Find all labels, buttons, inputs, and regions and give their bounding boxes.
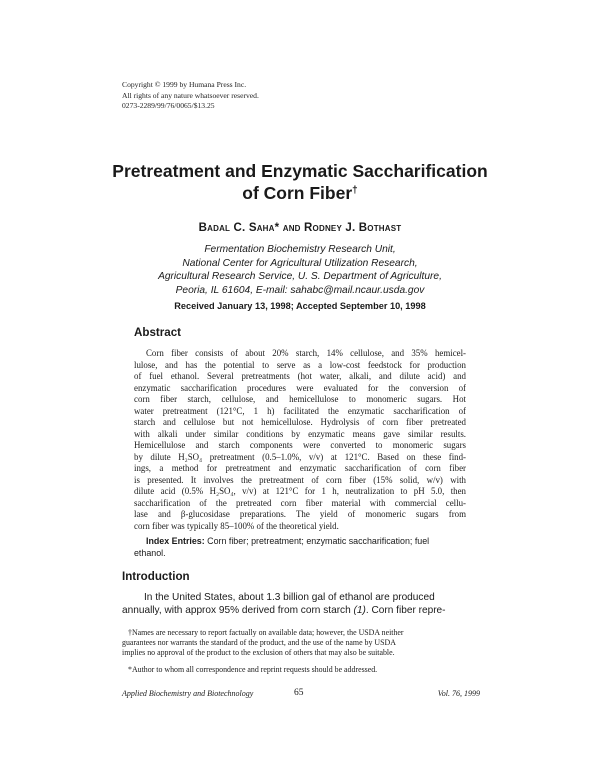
abstract-line: saccharification of the pretreated corn fiber material with commercial cellu-: [134, 497, 466, 508]
footnotes: [122, 628, 480, 675]
abstract-line: corn fiber starch, cellulose, and hemicellulose to monomeric sugars. Hot: [134, 394, 466, 404]
affiliation-line-3: Agricultural Research Service, U. S. Department of Agriculture,: [158, 271, 442, 283]
abstract-heading: Abstract: [134, 326, 182, 339]
received-dates: Received January 13, 1998; Accepted September 10, 1998: [174, 301, 426, 311]
affiliation-line-4: Peoria, IL 61604, E-mail: sahabc@mail.ncaur.usda.gov: [175, 284, 425, 296]
affiliation-line-1: Fermentation Biochemistry Research Unit,: [204, 244, 396, 255]
abstract-line: lulose, and has the potential to serve as a low-cost feedstock for production: [134, 359, 466, 370]
intro-line-2-b: . Corn fiber repre-: [365, 605, 446, 617]
abstract-body: [134, 348, 466, 532]
affiliation: [60, 243, 540, 297]
abstract-line: Corn fiber consists of about 20% starch, 14% cellulose, and 35% hemicel-: [146, 348, 466, 358]
abstract-line: lase and β-glucosidase preparations. The yield of monomeric sugars from: [134, 509, 466, 519]
footnote-dagger-line: implies no approval of the product to the exclusion of others that may also be suitable.: [122, 648, 395, 658]
copyright-line: Copyright © 1999 by Humana Press Inc.: [122, 80, 247, 89]
volume-year: Vol. 76, 1999: [437, 689, 480, 698]
title-line-2-text: of Corn Fiber: [242, 183, 353, 203]
title-line-2: [60, 182, 540, 204]
index-entries-label: Index Entries:: [146, 536, 205, 546]
reference-link: (1): [353, 605, 366, 617]
abstract-line: corn fiber was typically 85–100% of the theoretical yield.: [134, 520, 339, 531]
title-line-1: Pretreatment and Enzymatic Saccharification: [112, 161, 488, 181]
dagger-mark: †: [352, 185, 358, 196]
authors: [60, 222, 540, 234]
journal-name: Applied Biochemistry and Biotechnology: [122, 689, 254, 698]
introduction-body: [122, 591, 480, 617]
author-names: Badal C. Saha* and Rodney J. Bothast: [198, 222, 402, 234]
abstract-line: by dilute H₂SO₄ pretreatment (0.5–1.0%, v/v) at 121°C. Based on these find-: [134, 451, 466, 462]
index-entries: [134, 536, 466, 559]
abstract-line: starch and cellulose but not hemicellulose. Hydrolysis of corn fiber pretreated: [134, 417, 466, 427]
footnote-author: *Author to whom all correspondence and reprint requests should be addressed.: [128, 664, 378, 674]
abstract-line: is presented. It involves the pretreatment of corn fiber (15% solid, w/v) with: [134, 474, 466, 485]
abstract-line: with alkali under similar conditions by enzymatic means gave similar results.: [134, 428, 466, 439]
abstract-line: dilute acid (0.5% H₂SO₄, v/v) at 121°C for 1 h, neutralization to pH 5.0, then: [134, 486, 466, 496]
intro-line-2-a: annually, with approx 95% derived from corn starch: [122, 605, 354, 617]
intro-line-1: In the United States, about 1.3 billion gal of ethanol are produced: [144, 592, 435, 603]
abstract-line: ings, a method for pretreatment and enzymatic saccharification of corn fiber: [134, 463, 466, 473]
index-entries-text: Corn fiber; pretreatment; enzymatic saccharification; fuel: [204, 536, 430, 546]
abstract-line: water pretreatment (121°C, 1 h) facilitated the enzymatic saccharification of: [134, 405, 466, 416]
footnote-dagger-line: guarantees nor warrants the standard of the product, and the use of the name by USDA: [122, 638, 396, 648]
introduction-heading: Introduction: [122, 570, 190, 583]
issn-line: 0273-2289/99/76/0065/$13.25: [122, 101, 215, 110]
abstract-line: of fuel ethanol. Several pretreatments (hot water, alkali, and dilute acid) and: [134, 371, 466, 381]
page-footer: [122, 689, 480, 701]
abstract-line: enzymatic saccharification procedures were evaluated for the conversion of: [134, 382, 466, 393]
index-entries-line-2: ethanol.: [134, 547, 166, 558]
copyright-notice: [122, 80, 422, 112]
rights-line: All rights of any nature whatsoever reserved.: [122, 90, 259, 100]
paper-title: [60, 160, 540, 204]
index-entries-line-1: [134, 536, 466, 548]
affiliation-line-2: National Center for Agricultural Utilization Research,: [182, 257, 418, 269]
abstract-line: Hemicellulose and starch components were converted to monomeric sugars: [134, 440, 466, 450]
page-number: 65: [294, 688, 304, 698]
footnote-dagger-line: †Names are necessary to report factually on available data; however, the USDA neither: [128, 628, 404, 637]
intro-line-2: [122, 604, 480, 617]
